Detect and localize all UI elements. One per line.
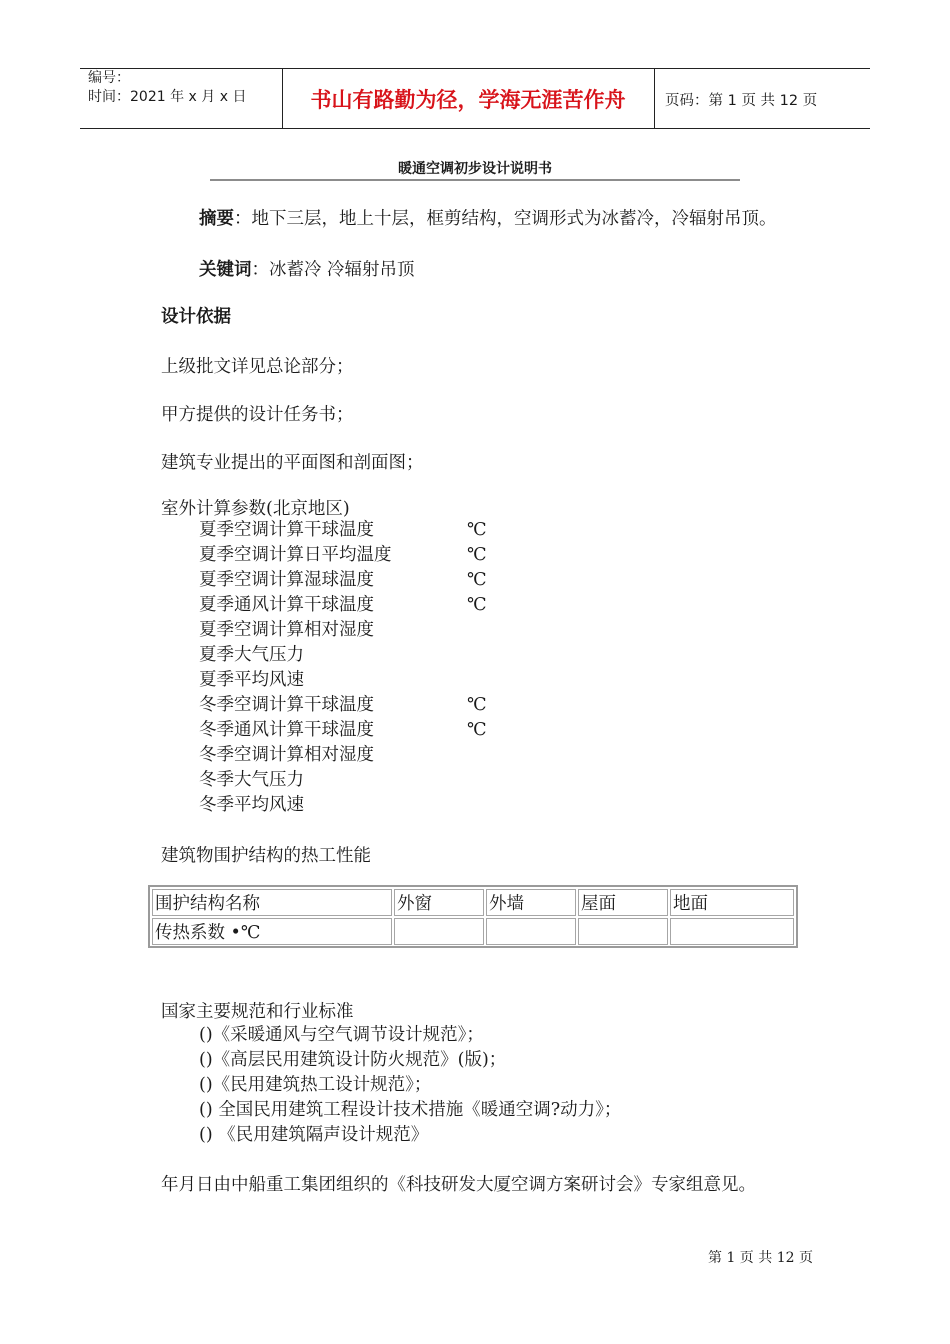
keywords-paragraph: [199, 256, 415, 281]
param-row: [199, 643, 519, 668]
envelope-heading: 建筑物围护结构的热工性能: [161, 846, 371, 866]
param-name: 夏季空调计算日平均温度: [199, 545, 392, 565]
standard-item: () 全国民用建筑工程设计技术措施《暖通空调?动力》；: [199, 1100, 622, 1120]
outdoor-params-list: [199, 518, 519, 818]
table-header-row: [152, 889, 794, 916]
standard-item: ()《高层民用建筑设计防火规范》(版)；: [199, 1050, 507, 1070]
header-meta: [88, 69, 246, 107]
param-row: [199, 618, 519, 643]
standard-item: ()《民用建筑热工设计规范》；: [199, 1075, 432, 1095]
section-heading-basis: 设计依据: [161, 307, 231, 327]
table-header-cell: 地面: [670, 889, 794, 916]
table-header-cell: 屋面: [578, 889, 668, 916]
param-row: [199, 668, 519, 693]
basis-item: 甲方提供的设计任务书；: [161, 405, 354, 425]
table-header-cell: 外窗: [394, 889, 484, 916]
param-row: [199, 743, 519, 768]
outdoor-params-heading: 室外计算参数(北京地区): [161, 499, 350, 519]
basis-item: 建筑专业提出的平面图和剖面图；: [161, 453, 424, 473]
title-underline: [210, 179, 740, 181]
abstract-paragraph: [199, 205, 777, 230]
footer-page-info: 第 1 页 共 12 页: [708, 1250, 813, 1266]
header-motto: 书山有路勤为径，学海无涯苦作舟: [310, 88, 626, 112]
table-header-cell: 外墙: [486, 889, 576, 916]
basis-item: 上级批文详见总论部分；: [161, 357, 354, 377]
param-row: [199, 693, 519, 718]
param-row: [199, 793, 519, 818]
param-name: 夏季平均风速: [199, 670, 304, 690]
table-cell: [394, 918, 484, 945]
param-name: 夏季空调计算干球温度: [199, 520, 374, 540]
param-row: [199, 518, 519, 543]
param-unit: ℃: [467, 595, 487, 615]
param-row: [199, 543, 519, 568]
standard-item: ()《采暖通风与空气调节设计规范》；: [199, 1025, 484, 1045]
param-name: 冬季通风计算干球温度: [199, 720, 374, 740]
param-unit: ℃: [467, 720, 487, 740]
closing-paragraph: 年月日由中船重工集团组织的《科技研发大厦空调方案研讨会》专家组意见。: [161, 1175, 756, 1195]
param-name: 夏季空调计算湿球温度: [199, 570, 374, 590]
keywords-label: 关键词: [199, 260, 252, 280]
table-cell: [578, 918, 668, 945]
param-name: 冬季大气压力: [199, 770, 304, 790]
param-row: [199, 768, 519, 793]
table-cell: [670, 918, 794, 945]
param-unit: ℃: [467, 570, 487, 590]
param-name: 夏季大气压力: [199, 645, 304, 665]
table-row: [152, 918, 794, 945]
abstract-text: ：地下三层，地上十层，框剪结构，空调形式为冰蓄冷，冷辐射吊顶。: [234, 209, 777, 229]
param-unit: ℃: [467, 695, 487, 715]
param-name: 夏季空调计算相对湿度: [199, 620, 374, 640]
header-time-label: 时间：2021 年 x 月 x 日: [88, 89, 247, 105]
param-name: 夏季通风计算干球温度: [199, 595, 374, 615]
header-page-info: 页码：第 1 页 共 12 页: [665, 93, 818, 109]
param-unit: ℃: [467, 545, 487, 565]
table-cell: [486, 918, 576, 945]
param-row: [199, 593, 519, 618]
document-title: 暖通空调初步设计说明书: [398, 161, 552, 177]
keywords-text: ：冰蓄冷 冷辐射吊顶: [251, 260, 415, 280]
param-row: [199, 718, 519, 743]
param-unit: ℃: [467, 520, 487, 540]
envelope-table: [148, 885, 798, 948]
abstract-label: 摘要: [199, 209, 234, 229]
standards-heading: 国家主要规范和行业标准: [161, 1002, 354, 1022]
param-row: [199, 568, 519, 593]
standard-item: () 《民用建筑隔声设计规范》: [199, 1125, 429, 1145]
header-bottom-rule: [80, 128, 870, 129]
param-name: 冬季空调计算相对湿度: [199, 745, 374, 765]
param-name: 冬季平均风速: [199, 795, 304, 815]
table-header-cell: 围护结构名称: [152, 889, 392, 916]
standards-list: [199, 1023, 621, 1148]
header-number-label: 编号：: [88, 70, 130, 86]
table-cell: 传热系数 •℃: [152, 918, 392, 945]
header-divider-right: [654, 68, 655, 129]
param-name: 冬季空调计算干球温度: [199, 695, 374, 715]
